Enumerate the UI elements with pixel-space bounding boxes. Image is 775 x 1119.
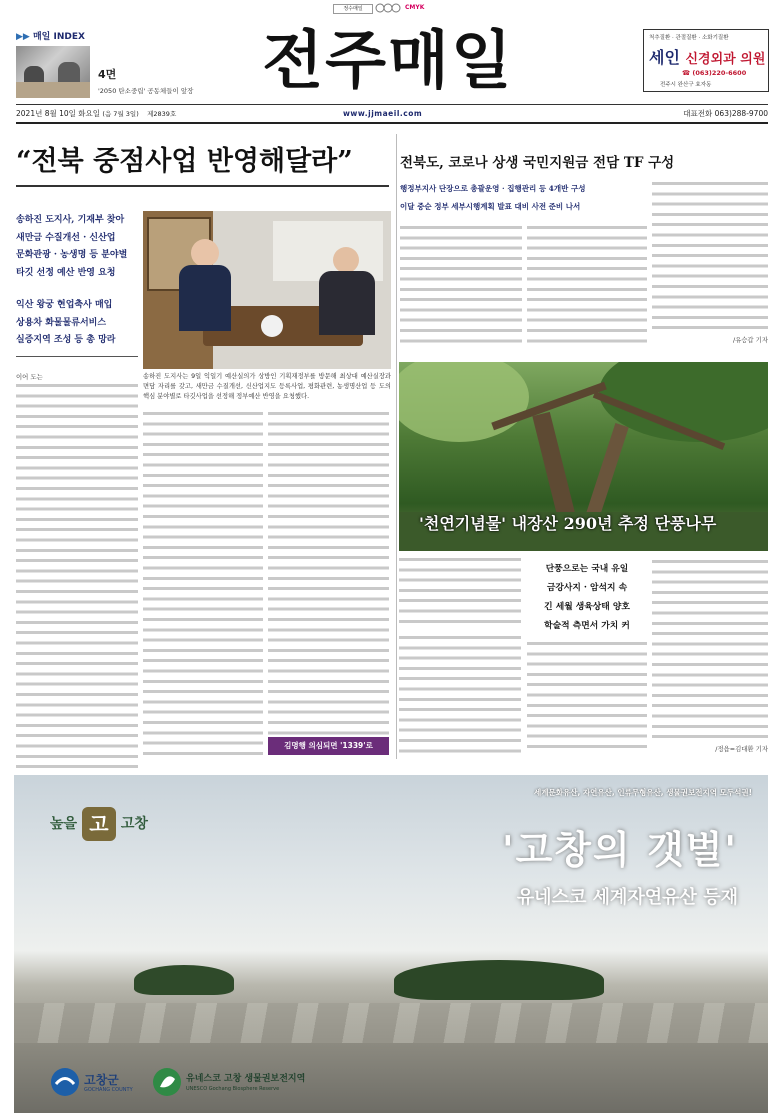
ad-logo-mark: 고: [82, 807, 116, 841]
tree-subhead: 금강사지 · 암석지 속: [546, 583, 628, 593]
second-body-col1: [400, 224, 522, 348]
index-page: 4면: [98, 68, 117, 81]
tree-body-col1: [399, 556, 521, 628]
tree-body-col2: [527, 640, 647, 754]
gochang-ad: [14, 775, 768, 1113]
gochang-gov-logo: [50, 1067, 133, 1101]
reserve-sub: UNESCO Gochang Biosphere Reserve: [186, 1086, 280, 1092]
lead-body-col2: [143, 410, 263, 762]
ad-logo-a: 높을: [50, 816, 78, 832]
tree-photo: [399, 362, 768, 551]
second-body-col3: [652, 180, 768, 345]
gov-name: 고창군: [84, 1073, 119, 1087]
column-divider: [396, 134, 397, 759]
second-subhead: 행정부지사 단장으로 총괄운영 · 집행관리 등 4개반 구성: [400, 184, 586, 193]
ad-logo: [50, 807, 148, 841]
masthead-rule-bottom: [16, 122, 768, 124]
masthead-ad: [643, 29, 769, 92]
gov-sub: GOCHANG COUNTY: [84, 1087, 133, 1093]
lead-body-col3: [268, 410, 389, 746]
tree-body-text-3: [652, 558, 768, 744]
tree-byline: /정읍=김대환 기자: [715, 745, 768, 753]
tree-subhead: 학술적 측면서 가치 커: [544, 621, 630, 631]
tree-body-text-1: [399, 556, 521, 628]
tree-subhead: 긴 세월 생육상태 양호: [544, 602, 630, 612]
ad-name-b: 신경외과 의원: [685, 52, 766, 67]
ad-tagline-line: 세계문화유산, 자연유산, 인류무형유산, 생물권보전지역 모두석권!: [533, 788, 752, 797]
index-caption: '2050 탄소중립' 공동체들이 앞장: [98, 87, 194, 95]
ad-title: '고창의 갯벌': [501, 827, 738, 872]
tree-body-col1b: [399, 634, 521, 754]
second-subheads: [400, 180, 660, 216]
cmyk-label: CMYK: [405, 4, 425, 11]
second-byline: /유승갑 기자: [732, 336, 768, 344]
issue-number: 제2839호: [147, 110, 177, 118]
health-notice-tag: 김명행 의심되면 '1339'로: [268, 737, 389, 755]
second-subhead: 이달 중순 정부 세부시행계획 발표 대비 사전 준비 나서: [400, 202, 581, 211]
dateline-bar: [16, 107, 768, 120]
gochang-emblem-icon: [50, 1067, 80, 1097]
lead-subhead: 익산 왕궁 현업축사 매입: [16, 300, 113, 310]
date-line: 2021년 8월 10일 화요일: [16, 109, 101, 118]
ad-phone: ☎ (063)220-6600: [682, 69, 747, 77]
ad-tagline: 척추질환 · 관절질환 · 소화기질환: [649, 35, 729, 41]
lead-subhead: 문화관광 · 농생명 등 분야별: [16, 250, 128, 260]
lead-body-text-2: [143, 410, 263, 762]
lead-paragraph-start: 이어 도는: [16, 373, 43, 381]
biosphere-logo: [152, 1067, 306, 1101]
index-header: [16, 29, 85, 42]
reserve-name: 유네스코 고창 생물권보전지역: [186, 1074, 306, 1084]
second-body-text-3: [652, 180, 768, 335]
tree-subheads: [527, 560, 647, 636]
ad-address: 전주시 완산구 효자동: [660, 82, 712, 88]
cmyk-marks: [375, 3, 439, 13]
tree-body-text-1b: [399, 634, 521, 754]
tree-body-col3: [652, 558, 768, 754]
lead-subhead: 타깃 선정 예산 반영 요청: [16, 267, 116, 278]
ad-logo-c: 고창: [120, 816, 148, 832]
lead-photo-caption: 송하진 도지사는 9일 익일기 예산실의가 상방인 기획재정부를 방문해 최상대 예산실장과 면담 자리를 갖고, 새만금 수질개선, 신산업지도 등록사업, 평화관련, 농생명산업 등 도의 핵심 분야별로 타깃사업을 선정해 정부예산 반영을 요청했다.: [143, 373, 391, 400]
stamp-box: 정수매일: [333, 4, 373, 14]
lead-rule: [16, 185, 389, 187]
main-phone: 대표전화 063)288-9700: [683, 109, 768, 118]
lead-subhead-rule: [16, 356, 138, 357]
masthead-rule-top: [16, 104, 768, 105]
index-thumbnail: [16, 46, 90, 98]
tree-body-text-2: [527, 640, 647, 754]
double-arrow-icon: ▶▶: [16, 32, 30, 42]
second-body-col2: [527, 224, 647, 348]
tree-photo-title: '천연기념물' 내장산 290년 추정 단풍나무: [419, 514, 717, 533]
lead-headline: “전북 중점사업 반영해달라”: [16, 146, 353, 177]
index-title: 매일 INDEX: [32, 32, 85, 42]
second-headline: 전북도, 코로나 상생 국민지원금 전담 TF 구성: [400, 155, 675, 171]
paper-title: 전주매일: [262, 23, 514, 97]
ad-name-a: 세인: [649, 48, 680, 67]
website-link[interactable]: www.jjmaeil.com: [343, 109, 423, 118]
tree-subhead: 단풍으로는 국내 유일: [545, 564, 629, 574]
lead-subhead: 실증지역 조성 등 총 망라: [16, 335, 116, 345]
biosphere-leaf-icon: [152, 1067, 182, 1097]
lunar-date: (음 7월 3일): [102, 110, 139, 118]
lead-subhead: 상용차 화물물류서비스: [16, 317, 107, 328]
lead-subhead: 새만금 수질개선 · 신산업: [16, 232, 116, 243]
lead-subheads: [16, 212, 138, 350]
lead-body-text-3: [268, 410, 389, 736]
second-body-text-1: [400, 224, 522, 348]
lead-subhead: 송하진 도지사, 기재부 찾아: [16, 215, 125, 225]
lead-photo: [143, 211, 391, 369]
ad-subtitle: 유네스코 세계자연유산 등재: [516, 887, 738, 908]
second-body-text-2: [527, 224, 647, 348]
